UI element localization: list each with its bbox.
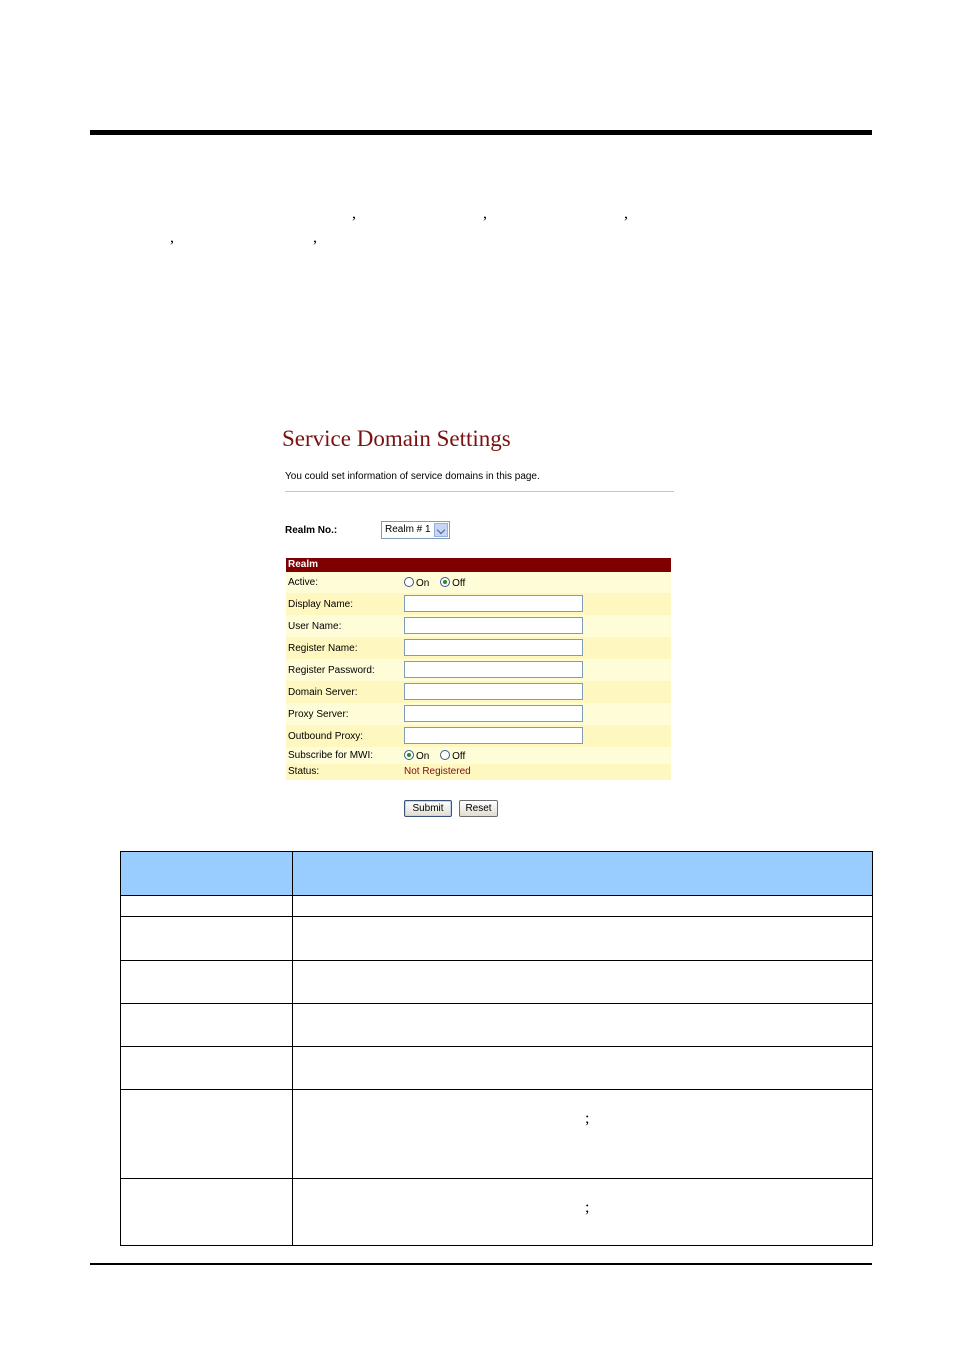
realm-no-selected: Realm # 1 — [385, 524, 431, 535]
page-description: You could set information of service domains in this page. — [285, 471, 540, 482]
submit-button[interactable]: Submit — [404, 800, 452, 817]
register-name-label: Register Name: — [288, 643, 358, 654]
mwi-off-label: Off — [452, 751, 466, 762]
title-divider — [285, 491, 674, 492]
outbound-proxy-row — [286, 725, 671, 747]
proxy-server-row — [286, 703, 671, 725]
comma-mark: , — [624, 205, 628, 222]
realm-no-select[interactable] — [381, 521, 450, 539]
comma-mark: , — [352, 205, 356, 222]
top-rule — [90, 130, 872, 135]
table-row — [121, 1090, 873, 1179]
active-on-radio[interactable] — [404, 577, 414, 587]
semicolon-mark: ; — [585, 1110, 590, 1127]
register-password-input[interactable] — [404, 661, 583, 678]
user-name-label: User Name: — [288, 621, 342, 632]
table-row — [121, 896, 873, 917]
display-name-input[interactable] — [404, 595, 583, 612]
active-row — [286, 572, 671, 593]
table-cell — [293, 1004, 873, 1047]
status-label: Status: — [288, 766, 320, 777]
display-name-label: Display Name: — [288, 599, 354, 610]
table-header-row — [121, 852, 873, 896]
active-label: Active: — [288, 577, 319, 588]
register-password-row — [286, 659, 671, 681]
semicolon-mark: ; — [585, 1199, 590, 1216]
table-header-cell — [293, 852, 873, 896]
proxy-server-label: Proxy Server: — [288, 709, 349, 720]
subscribe-mwi-label: Subscribe for MWI: — [288, 750, 374, 761]
outbound-proxy-label: Outbound Proxy: — [288, 731, 364, 742]
active-off-label: Off — [452, 578, 466, 589]
realm-section-header: Realm — [286, 558, 671, 572]
mwi-on-radio[interactable] — [404, 750, 414, 760]
comma-mark: , — [483, 205, 487, 222]
subscribe-mwi-row — [286, 747, 671, 764]
table-cell — [293, 917, 873, 961]
realm-settings-table — [286, 558, 671, 780]
table-cell — [121, 896, 293, 917]
table-row — [121, 1004, 873, 1047]
table-cell — [121, 1004, 293, 1047]
active-on-label: On — [416, 578, 430, 589]
domain-server-input[interactable] — [404, 683, 583, 700]
field-description-table — [120, 851, 873, 1246]
page-title: Service Domain Settings — [282, 426, 511, 451]
register-name-input[interactable] — [404, 639, 583, 656]
table-cell — [293, 896, 873, 917]
user-name-row — [286, 615, 671, 637]
bottom-rule — [90, 1263, 872, 1265]
status-value: Not Registered — [404, 766, 471, 777]
active-radio-group — [404, 577, 473, 589]
domain-server-row — [286, 681, 671, 703]
table-cell — [293, 1090, 873, 1179]
mwi-on-label: On — [416, 751, 430, 762]
register-name-row — [286, 637, 671, 659]
table-row — [121, 961, 873, 1004]
table-cell — [121, 1047, 293, 1090]
table-cell — [121, 1090, 293, 1179]
service-domain-settings-screenshot — [282, 420, 674, 825]
reset-button[interactable]: Reset — [459, 800, 498, 817]
display-name-row — [286, 593, 671, 615]
table-cell — [121, 1179, 293, 1246]
table-row — [121, 1179, 873, 1246]
table-header-cell — [121, 852, 293, 896]
table-cell — [121, 917, 293, 961]
proxy-server-input[interactable] — [404, 705, 583, 722]
table-cell — [121, 961, 293, 1004]
realm-no-label: Realm No.: — [285, 525, 338, 536]
table-cell — [293, 1179, 873, 1246]
register-password-label: Register Password: — [288, 665, 375, 676]
comma-mark: , — [313, 229, 317, 246]
table-row — [121, 917, 873, 961]
outbound-proxy-input[interactable] — [404, 727, 583, 744]
table-row — [121, 1047, 873, 1090]
active-off-radio[interactable] — [440, 577, 450, 587]
chevron-down-icon[interactable] — [434, 523, 448, 537]
domain-server-label: Domain Server: — [288, 687, 358, 698]
comma-mark: , — [170, 229, 174, 246]
subscribe-mwi-radio-group — [404, 750, 473, 762]
table-cell — [293, 1047, 873, 1090]
table-cell — [293, 961, 873, 1004]
user-name-input[interactable] — [404, 617, 583, 634]
status-row — [286, 764, 671, 780]
mwi-off-radio[interactable] — [440, 750, 450, 760]
